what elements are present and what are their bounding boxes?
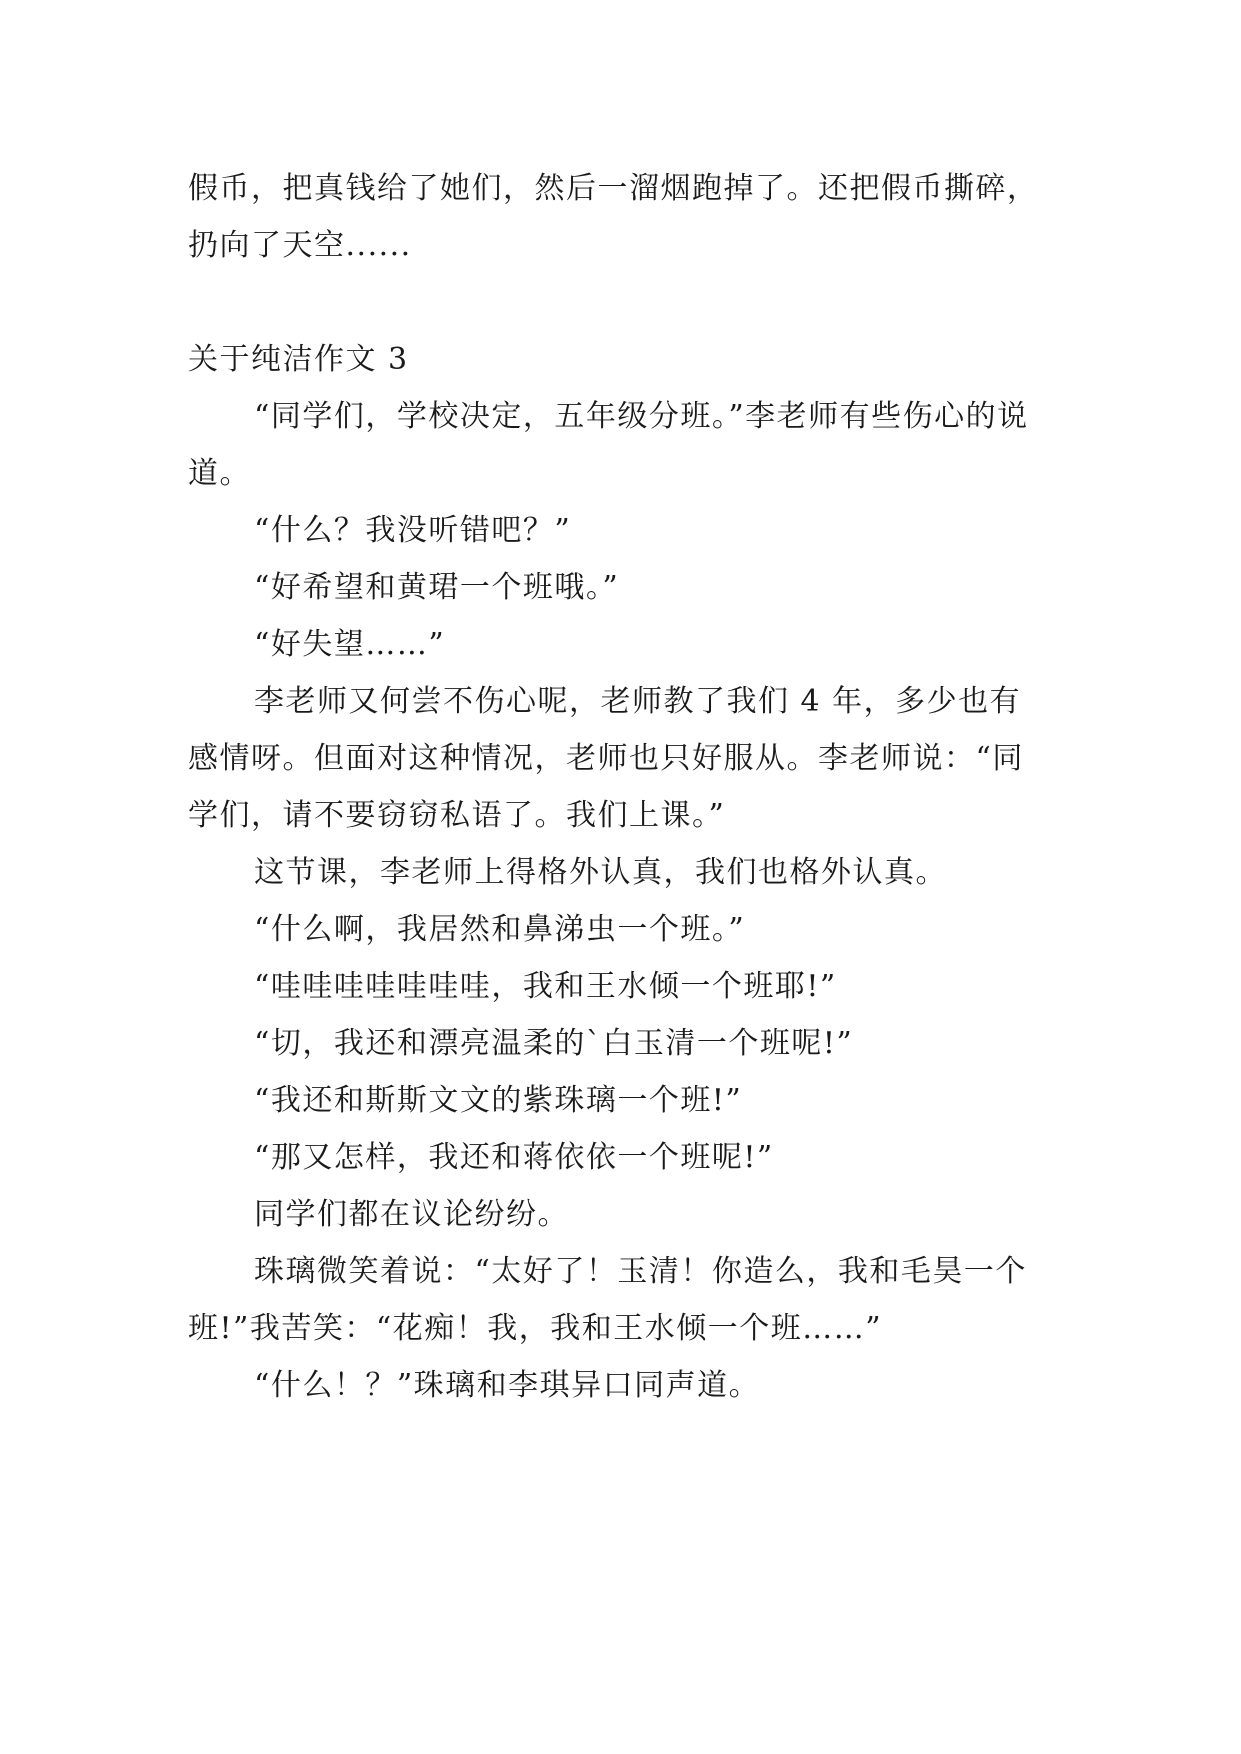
- paragraph: 同学们都在议论纷纷。: [254, 1197, 569, 1232]
- paragraph: “那又怎样，我还和蒋依依一个班呢!”: [254, 1140, 774, 1175]
- paragraph: “切，我还和漂亮温柔的`白玉清一个班呢!”: [254, 1026, 854, 1061]
- paragraph: “什么！？”珠璃和李琪异口同声道。: [254, 1368, 761, 1403]
- paragraph: “我还和斯斯文文的紫珠璃一个班!”: [254, 1083, 743, 1118]
- paragraph: 珠璃微笑着说：“太好了！玉清！你造么，我和毛昊一个班!”我苦笑：“花痴！我，我和王水倾一个班……”: [188, 1254, 1027, 1346]
- section-title: 关于纯洁作文 3: [188, 342, 409, 377]
- paragraph: “好希望和黄珺一个班哦。”: [254, 570, 620, 605]
- paragraph: “什么？我没听错吧？”: [254, 513, 572, 548]
- paragraph: “同学们，学校决定，五年级分班。”李老师有些伤心的说道。: [188, 399, 1029, 491]
- paragraph: “什么啊，我居然和鼻涕虫一个班。”: [254, 912, 746, 947]
- paragraph: “好失望……”: [254, 627, 446, 662]
- opening-paragraph: 假币，把真钱给了她们，然后一溜烟跑掉了。还把假币撕碎，扔向了天空......: [188, 171, 1039, 263]
- document-body: [188, 160, 1048, 1414]
- paragraph: 这节课，李老师上得格外认真，我们也格外认真。: [254, 855, 947, 890]
- paragraph: “哇哇哇哇哇哇哇，我和王水倾一个班耶!”: [254, 969, 837, 1004]
- section-spacer: [188, 274, 1048, 331]
- paragraph: 李老师又何尝不伤心呢，老师教了我们 4 年，多少也有感情呀。但面对这种情况，老师也只好服从。李老师说：“同学们，请不要窃窃私语了。我们上课。”: [188, 684, 1024, 833]
